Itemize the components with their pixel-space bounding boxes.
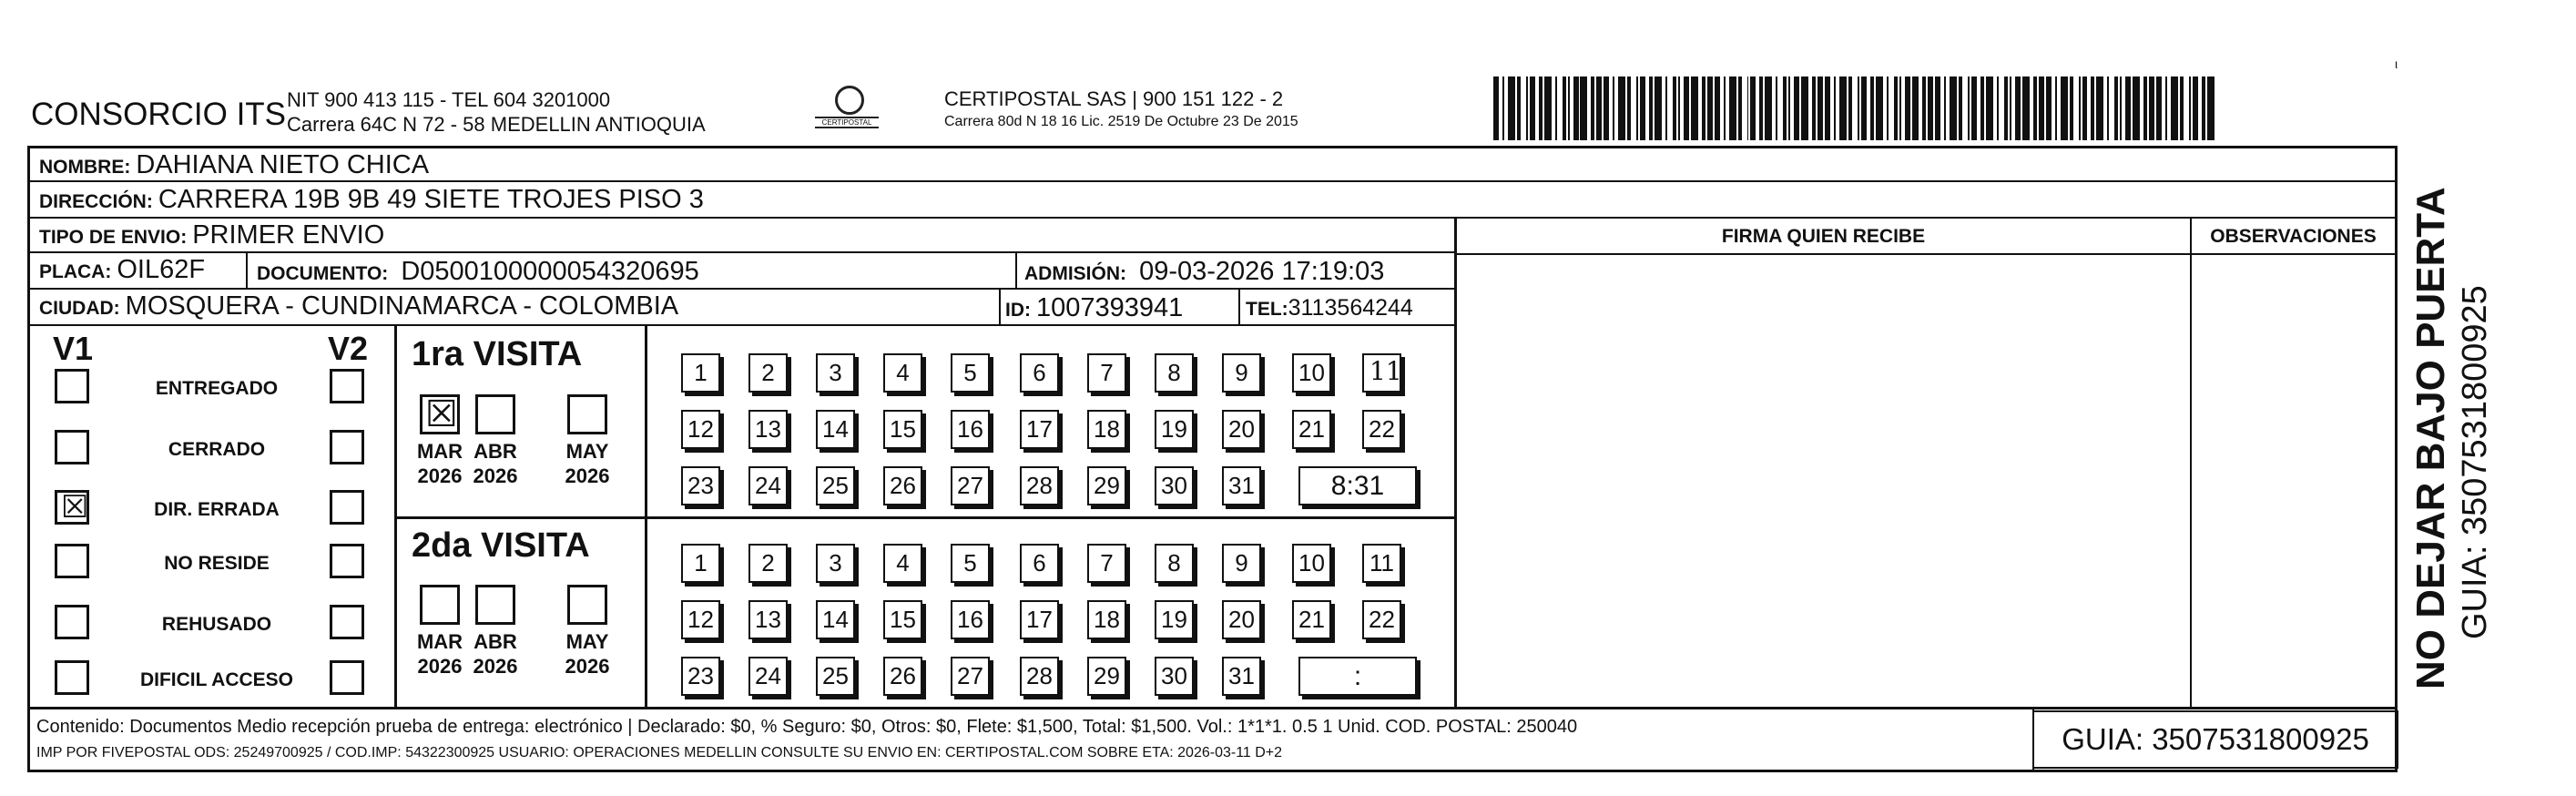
certipostal-logo [815, 82, 879, 137]
month-name: MAR [416, 630, 463, 653]
guia-number: GUIA: 3507531800925 [2032, 710, 2398, 769]
barcode-bar [1729, 77, 1736, 140]
certipostal-license: Carrera 80d N 18 16 Lic. 2519 De Octubre 23 De 2015 [944, 114, 1298, 129]
day-box[interactable]: 16 [951, 600, 990, 639]
barcode-bar [1950, 77, 1957, 140]
nombre-value: DAHIANA NIETO CHICA [136, 150, 430, 179]
barcode-bar [2133, 77, 2140, 140]
day-box[interactable]: 1 [681, 353, 720, 393]
placa-divider [246, 253, 248, 290]
nit-line: NIT 900 413 115 - TEL 604 3201000 [287, 88, 611, 111]
corner-mark: ι [2395, 56, 2398, 71]
v2-checkbox[interactable] [330, 605, 364, 639]
day-box[interactable]: 4 [883, 353, 922, 393]
day-box[interactable]: 12 [681, 410, 720, 449]
documento-label: DOCUMENTO: [257, 263, 389, 284]
day-box[interactable]: 10 [1292, 353, 1331, 393]
contents-line: Contenido: Documentos Medio recepción prueba de entrega: electrónico | Declarado: $0, % Seguro: $0, Otros: $0, Flete: $1,500, Total: $1,500. Vol.: 1*1*1. 0.5 1 Unid. COD. POSTAL: 250040 [36, 717, 1578, 737]
nombre-row [30, 148, 2395, 182]
month-year: 2026 [565, 655, 610, 678]
v1-checkbox[interactable] [55, 605, 89, 639]
status-option-label: DIR. ERRADA [154, 499, 280, 520]
documento-value: D0500100000054320695 [401, 257, 699, 286]
v1-checkbox[interactable] [55, 660, 89, 695]
day-box[interactable]: 7 [1087, 353, 1126, 393]
v1-checkbox[interactable] [55, 544, 89, 578]
ciudad-row [30, 290, 1454, 326]
day-box[interactable]: 18 [1087, 410, 1126, 449]
day-box[interactable]: 28 [1020, 657, 1059, 696]
month-name: MAY [565, 440, 609, 463]
month-label [467, 629, 524, 679]
id-divider [999, 290, 1001, 326]
day-box[interactable]: 26 [883, 657, 922, 696]
print-info-line: IMP POR FIVEPOSTAL ODS: 25249700925 / COD.IMP: 54322300925 USUARIO: OPERACIONES MEDELLIN CONSULTE SU ENVIO EN: CERTIPOSTAL.COM SOBRE ETA: 2026-03-11 D+2 [36, 745, 1283, 760]
address-line: Carrera 64C N 72 - 58 MEDELLIN ANTIOQUIA [287, 113, 706, 136]
documento-field [257, 257, 699, 287]
month-checkbox[interactable] [567, 585, 607, 625]
day-box[interactable]: 23 [681, 466, 720, 505]
visit-separator [394, 516, 1454, 519]
day-box[interactable]: 9 [1222, 353, 1261, 393]
barcode-bar [2096, 77, 2103, 140]
day-box[interactable]: 14 [816, 410, 855, 449]
status-option-label: DIFICIL ACCESO [139, 669, 293, 690]
barcode-bar [1544, 77, 1552, 140]
logo-text: CERTIPOSTAL [815, 117, 879, 128]
day-box[interactable]: 11 [1362, 544, 1401, 583]
day-box[interactable]: 21 [1292, 600, 1331, 639]
month-label [467, 439, 524, 488]
barcode-bar [1986, 77, 1993, 140]
status-option-label: REHUSADO [161, 614, 272, 635]
month-checkbox[interactable] [475, 585, 515, 625]
barcode-bar [1508, 77, 1515, 140]
day-box[interactable]: 25 [816, 657, 855, 696]
placa-value: OIL62F [117, 255, 206, 284]
barcode-bar [1765, 77, 1772, 140]
id-label: ID: [1005, 300, 1031, 321]
day-box[interactable]: 19 [1155, 600, 1194, 639]
day-box[interactable]: 31 [1222, 466, 1261, 505]
day-box[interactable]: 29 [1087, 657, 1126, 696]
day-box[interactable]: 30 [1155, 657, 1194, 696]
tel-field [1246, 295, 1413, 321]
month-year: 2026 [473, 464, 518, 487]
barcode-bar [2022, 77, 2030, 140]
day-box[interactable]: 27 [951, 466, 990, 505]
day-box[interactable]: 30 [1155, 466, 1194, 505]
v1-checkbox[interactable] [55, 490, 89, 525]
side-notice [2408, 125, 2517, 689]
tel-label: TEL: [1246, 299, 1288, 320]
day-box[interactable]: 15 [883, 600, 922, 639]
day-box[interactable]: 3 [816, 544, 855, 583]
v2-checkbox[interactable] [330, 369, 364, 403]
day-box[interactable]: 29 [1087, 466, 1126, 505]
day-box[interactable]: 22 [1362, 410, 1401, 449]
day-box[interactable]: 13 [748, 600, 788, 639]
day-box[interactable]: 15 [883, 410, 922, 449]
month-checkbox[interactable] [475, 394, 515, 434]
barcode [1493, 77, 2215, 140]
day-box[interactable]: 21 [1292, 410, 1331, 449]
company-name: CONSORCIO ITS [31, 97, 287, 132]
visit-time-box[interactable]: 8:31 [1298, 466, 1417, 505]
day-box[interactable]: 2 [748, 353, 788, 393]
barcode-bar [2207, 77, 2215, 140]
month-year: 2026 [565, 464, 610, 487]
direccion-value: CARRERA 19B 9B 49 SIETE TROJES PISO 3 [158, 185, 704, 214]
day-box[interactable]: 18 [1087, 600, 1126, 639]
month-year: 2026 [417, 464, 463, 487]
day-box[interactable]: 14 [816, 600, 855, 639]
status-option-label: ENTREGADO [155, 378, 279, 399]
firma-header: FIRMA QUIEN RECIBE [1721, 226, 1926, 247]
v2-checkbox[interactable] [330, 544, 364, 578]
v2-checkbox[interactable] [330, 660, 364, 695]
v2-checkbox[interactable] [330, 430, 364, 464]
observaciones-header: OBSERVACIONES [2210, 226, 2377, 247]
check-mark-icon: ☒ [425, 393, 458, 435]
v1-checkbox[interactable] [55, 430, 89, 464]
barcode-bar [2061, 77, 2068, 140]
v1-header: V1 [53, 330, 94, 367]
admision-divider [1015, 253, 1017, 290]
admision-field [1024, 257, 1384, 287]
month-label [412, 629, 468, 679]
ciudad-value: MOSQUERA - CUNDINAMARCA - COLOMBIA [125, 291, 679, 321]
day-box[interactable]: 2 [748, 544, 788, 583]
day-box[interactable]: 27 [951, 657, 990, 696]
barcode-bar [1876, 77, 1883, 140]
direccion-row [30, 182, 2395, 219]
tel-divider [1238, 290, 1240, 326]
day-box[interactable]: 3 [816, 353, 855, 393]
admision-value: 09-03-2026 17:19:03 [1139, 257, 1385, 286]
day-box[interactable]: 17 [1020, 600, 1059, 639]
day-box[interactable]: 5 [951, 353, 990, 393]
admision-label: ADMISIÓN: [1024, 263, 1126, 284]
day-box[interactable]: 12 [681, 600, 720, 639]
certipostal-info: CERTIPOSTAL SAS | 900 151 122 - 2 [944, 87, 1284, 110]
barcode-bar [1580, 77, 1587, 140]
barcode-bar [1912, 77, 1919, 140]
month-label [559, 439, 616, 488]
day-box[interactable]: 1 [681, 544, 720, 583]
day-box[interactable]: 8 [1155, 353, 1194, 393]
direccion-label: DIRECCIÓN: [39, 191, 153, 212]
barcode-bar [1801, 77, 1808, 140]
barcode-bar [1691, 77, 1698, 140]
day-box-marked[interactable] [1362, 353, 1401, 393]
day-box[interactable]: 23 [681, 657, 720, 696]
status-option-label: CERRADO [168, 439, 266, 460]
month-name: MAR [416, 440, 463, 463]
side-guia: GUIA: 3507531800925 [2456, 285, 2494, 639]
month-year: 2026 [473, 655, 518, 678]
footer-separator [27, 707, 2398, 709]
visit-time-box[interactable]: : [1298, 657, 1417, 696]
day-box[interactable]: 7 [1087, 544, 1126, 583]
placa-label: PLACA: [39, 261, 112, 282]
day-box[interactable]: 13 [748, 410, 788, 449]
day-box[interactable]: 28 [1020, 466, 1059, 505]
signature-divider [1454, 219, 1457, 707]
v2-checkbox[interactable] [330, 490, 364, 525]
day-box[interactable]: 19 [1155, 410, 1194, 449]
barcode-bar [1618, 77, 1625, 140]
month-checkbox[interactable] [420, 394, 460, 434]
company-info [287, 87, 706, 137]
day-box[interactable]: 24 [748, 657, 788, 696]
month-label [412, 439, 468, 488]
day-box[interactable]: 20 [1222, 410, 1261, 449]
month-year: 2026 [417, 655, 463, 678]
no-dejar-notice: NO DEJAR BAJO PUERTA [2408, 187, 2453, 689]
tipo-envio-label: TIPO DE ENVIO: [39, 227, 188, 248]
day-box[interactable]: 25 [816, 466, 855, 505]
status-option-label: NO RESIDE [164, 553, 270, 574]
id-field [1005, 293, 1183, 323]
ciudad-label: CIUDAD: [39, 298, 120, 319]
day-box[interactable]: 8 [1155, 544, 1194, 583]
month-checkbox[interactable] [567, 394, 607, 434]
day-box[interactable]: 9 [1222, 544, 1261, 583]
tipo-envio-row [30, 219, 1454, 253]
day-box[interactable]: 4 [883, 544, 922, 583]
day-box[interactable]: 10 [1292, 544, 1331, 583]
tipo-envio-value: PRIMER ENVIO [192, 220, 385, 250]
day-box[interactable]: 22 [1362, 600, 1401, 639]
month-checkbox[interactable] [420, 585, 460, 625]
day-box[interactable]: 20 [1222, 600, 1261, 639]
handwritten-day: 11 [1369, 356, 1402, 386]
day-box[interactable]: 16 [951, 410, 990, 449]
first-visit-title: 1ra VISITA [412, 335, 583, 373]
nombre-label: NOMBRE: [39, 157, 131, 178]
month-name: MAY [565, 630, 609, 653]
month-name: ABR [473, 440, 517, 463]
v1-checkbox[interactable] [55, 369, 89, 403]
month-label [559, 629, 616, 679]
observaciones-divider [2190, 219, 2192, 707]
day-box[interactable]: 31 [1222, 657, 1261, 696]
day-box[interactable]: 24 [748, 466, 788, 505]
id-value: 1007393941 [1036, 293, 1184, 322]
barcode-bar [1655, 77, 1662, 140]
day-box[interactable]: 5 [951, 544, 990, 583]
day-box[interactable]: 6 [1020, 544, 1059, 583]
check-mark-icon: ☒ [61, 489, 89, 526]
signature-header-line [1454, 253, 2398, 255]
month-name: ABR [473, 630, 517, 653]
barcode-bar [2171, 77, 2178, 140]
barcode-bar [1839, 77, 1847, 140]
day-box[interactable]: 26 [883, 466, 922, 505]
v2-header: V2 [328, 330, 369, 367]
tel-value: 3113564244 [1288, 295, 1413, 321]
day-box[interactable]: 17 [1020, 410, 1059, 449]
day-box[interactable]: 6 [1020, 353, 1059, 393]
second-visit-title: 2da VISITA [412, 526, 590, 565]
logo-ring-icon [835, 86, 864, 115]
